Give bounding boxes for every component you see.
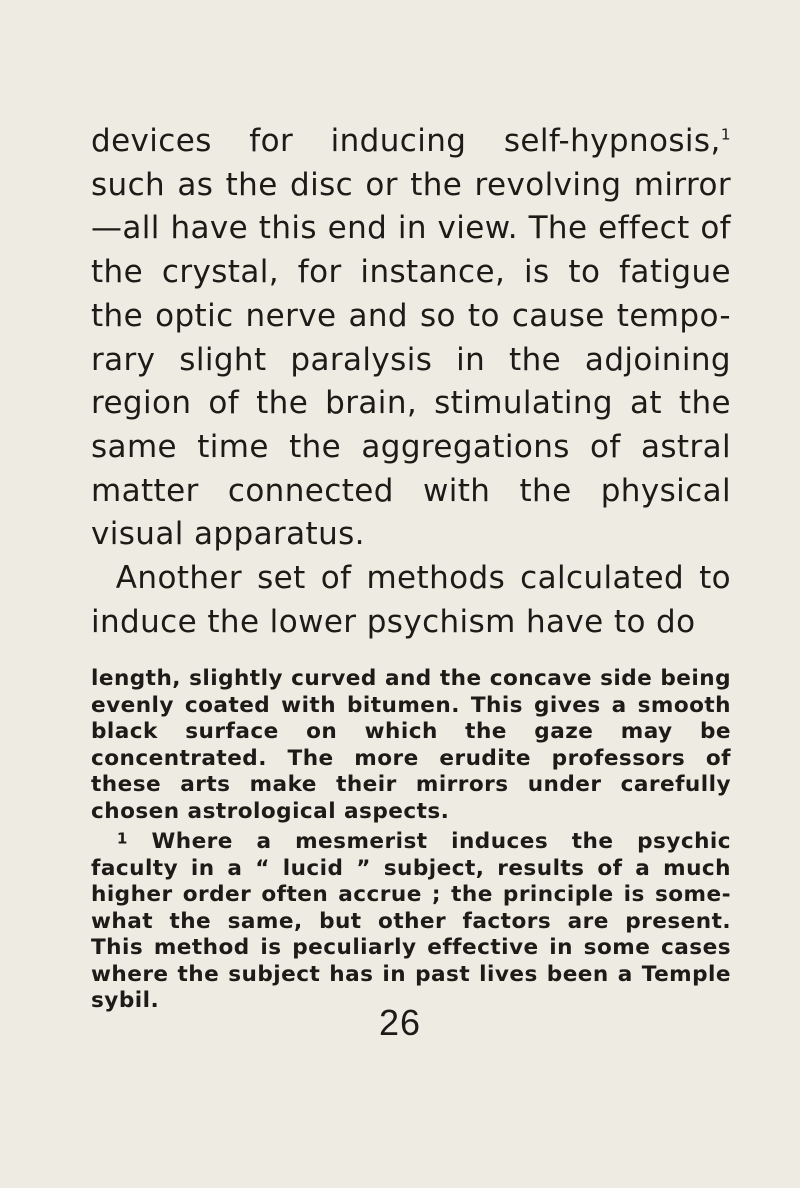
footnote-reference: 1 [720, 125, 731, 144]
footnote-continued: length, slightly curved and the concave side being evenly coated with bitumen. This gives a smooth black surface on which the gaze may be concentrated. The more erudite professors of these arts make their mirrors under carefully chosen astrological aspects. [91, 666, 731, 824]
page-number: 26 [378, 1002, 422, 1043]
paragraph-1-rest: such as the disc or the revolving mirror —all have this end in view. The effect of the crystal, for instance, is to fatigue the optic nerve and so to cause tempo-rary slight paralysis in the adjoining region of the brain, stimulating at the same time the aggregations of astral matter connected with the physical visual apparatus. [91, 166, 731, 553]
paragraph-1 [91, 120, 731, 557]
paragraph-1-start: devices for inducing self-hypnosis, [91, 123, 721, 159]
footnote-marker: 1 [116, 829, 128, 848]
paragraph-2: Another set of methods calculated to induce the lower psychism have to do [91, 560, 731, 640]
footnote-1-text: Where a mesmerist induces the psychic faculty in a “ lucid ” subject, results of a much higher order often accrue ; the principle is some-what the same, but other factors are present. This method is peculiarly effective in some cases where the subject has in past lives been a Temple sybil. [91, 829, 731, 1014]
book-page [91, 120, 731, 1015]
footnotes [91, 666, 731, 1015]
body-text [91, 120, 731, 644]
footnote-1 [91, 829, 731, 1015]
